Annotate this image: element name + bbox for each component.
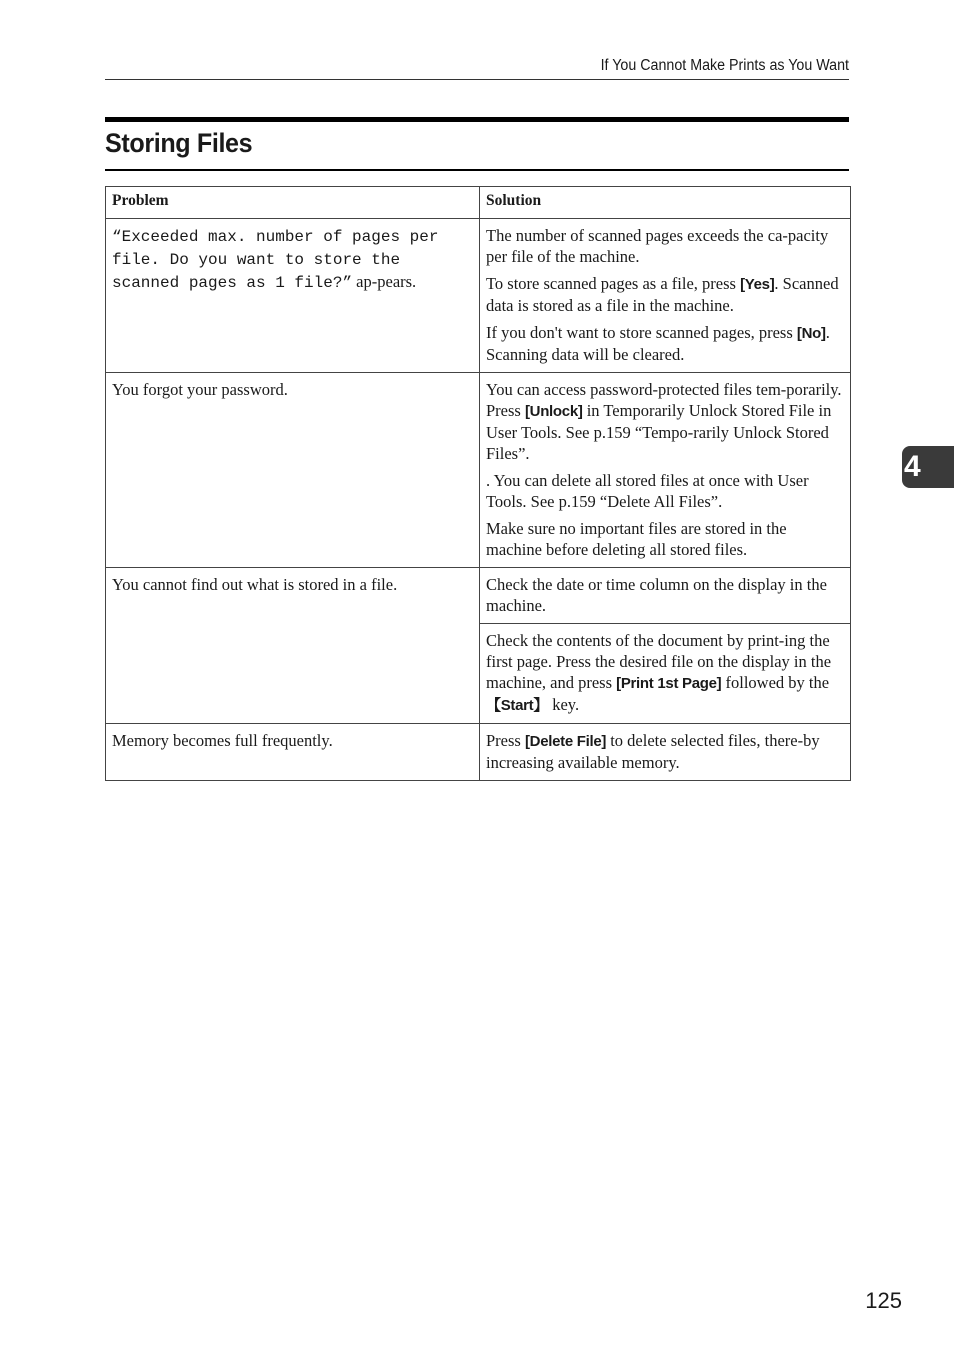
running-head: If You Cannot Make Prints as You Want: [600, 57, 849, 74]
solution-paragraph: [486, 518, 844, 560]
solution-text: The number of scanned pages exceeds the ca-pacity per file of the machine.: [486, 226, 829, 266]
troubleshooting-table: [105, 186, 851, 781]
column-header-solution: Solution: [480, 187, 851, 219]
table-row: [106, 373, 851, 568]
header-rule: [105, 79, 849, 80]
table-row: [106, 219, 851, 373]
section-title: Storing Files: [105, 128, 253, 158]
key-label-yes: [Yes]: [740, 276, 775, 293]
solution-text: in Temporarily Unlock Stored File in User Tools. See p.159 “Tempo-rarily Unlock Stored Files”.: [486, 401, 832, 463]
problem-text: ap-pears.: [352, 272, 417, 291]
solution-paragraph: [486, 273, 844, 316]
title-rule-bottom: [105, 169, 849, 171]
solution-text: . Scanning data will be cleared.: [486, 323, 830, 364]
solution-text: key.: [548, 695, 580, 714]
key-label-start: 【Start】: [486, 697, 549, 714]
solution-text: . You can delete all stored files at once with User Tools. See p.159 “Delete All Files”.: [486, 471, 809, 511]
solution-text: Check the contents of the document by print-ing the first page. Press the desired file on the display in the machine, and press: [486, 631, 832, 692]
solution-text: . Scanned data is stored as a file in the machine.: [486, 274, 839, 315]
solution-text: If you don't want to store scanned pages, press: [486, 323, 797, 342]
column-header-problem: Problem: [106, 187, 480, 219]
key-label-unlock: [Unlock]: [524, 403, 583, 420]
solution-cell: Check the date or time column on the display in the machine.: [480, 568, 851, 624]
page-number: 125: [865, 1288, 902, 1313]
problem-cell: Memory becomes full frequently.: [106, 724, 480, 781]
solution-paragraph: [486, 225, 844, 267]
title-rule-top: [105, 117, 849, 122]
solution-text: Press: [486, 731, 525, 750]
problem-cell: [106, 219, 480, 373]
solution-paragraph: [486, 322, 844, 365]
key-label-no: [No]: [796, 325, 826, 342]
problem-cell: You forgot your password.: [106, 373, 480, 568]
key-label-delete-file: [Delete File]: [524, 733, 607, 750]
solution-text: To store scanned pages as a file, press: [486, 274, 741, 293]
solution-cell: [480, 624, 851, 724]
problem-cell: You cannot find out what is stored in a file.: [106, 568, 480, 724]
solution-cell: [480, 219, 851, 373]
solution-text: followed by the: [721, 673, 830, 692]
solution-cell: [480, 373, 851, 568]
solution-paragraph: [486, 379, 844, 464]
key-label-print-first-page: [Print 1st Page]: [616, 675, 722, 692]
solution-text: Make sure no important files are stored in the machine before deleting all stored files.: [486, 519, 787, 559]
solution-cell: [480, 724, 851, 781]
table-row: [106, 568, 851, 624]
solution-text: to delete selected files, there-by increasing available memory.: [486, 731, 820, 772]
solution-text: You can access password-protected files tem-porarily. Press: [486, 380, 842, 420]
table-row: [106, 724, 851, 781]
table-header-row: [106, 187, 851, 219]
problem-message: “Exceeded max. number of pages per file. Do you want to store the scanned pages as 1 file?”: [112, 228, 439, 292]
chapter-tab: 4: [902, 446, 954, 488]
solution-paragraph: [486, 470, 844, 512]
